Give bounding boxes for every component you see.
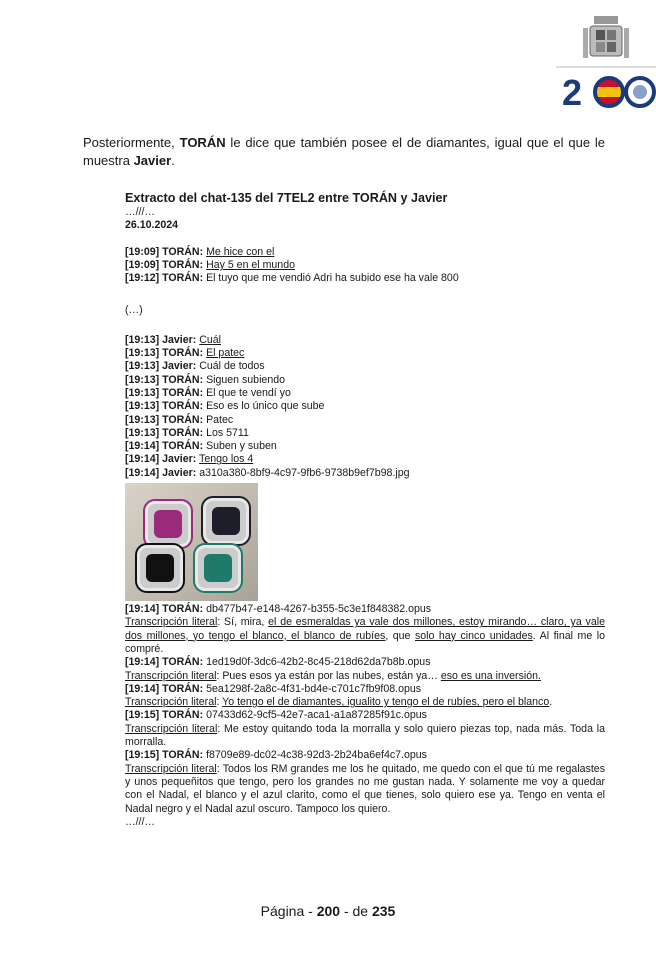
message-speaker: TORÁN: [162,440,204,453]
message-time: [19:14] [125,656,160,669]
message-speaker: TORÁN: [162,245,204,258]
message-speaker: TORÁN: [162,426,204,439]
message-speaker: TORÁN: [162,373,204,386]
message-time: [19:13] [125,413,160,426]
message-text: a310a380-8bf9-4c97-9fb6-9738b9ef7b98.jpg [199,466,410,479]
watch [145,501,191,547]
extract-date: 26.10.2024 [125,219,179,232]
message-time: [19:15] [125,749,160,762]
audio-filename: 07433d62-9cf5-42e7-aca1-a1a87285f91c.opus [206,709,427,722]
watch [137,545,183,591]
page-footer [0,903,656,919]
highlighted-text: Hay 5 en el mundo [206,258,295,271]
highlighted-text: Yo tengo el de diamantes, igualito y tengo el de rubíes, pero el blanco [222,696,550,709]
transcription-label: Transcripción literal [125,762,217,775]
watches-photo [125,483,258,601]
chat-message [125,414,605,427]
message-time: [19:09] [125,245,160,258]
intro-text: le dice que también posee el de diamantes, igual que el que le muestra [83,135,606,168]
message-text: Suben y suben [206,440,277,453]
transcription-label: Transcripción literal [125,616,218,629]
svg-text:2: 2 [562,72,583,110]
message-text: : Pues esos ya están por las nubes, están ya… [216,669,441,682]
message-time: [19:09] [125,258,160,271]
message-time: [19:13] [125,426,160,439]
chat-message [125,360,605,373]
message-text: Los 5711 [206,426,249,439]
message-text: : Todos los RM grandes me los he quitado, me quedo con el que tú me regalastes y unos pequeñitos que tengo, pero los grandes no me gustan nada. Y solamente me voy a quedar con el Nadal, el blanco y el azul clarito, como el que tienes, solo quiero ese ya. Tengo en venta el Nadal negro y el Nadal azul oscuro. Tampoco los quiero. [125,762,605,815]
omission-marker: (…) [125,304,143,317]
audio-filename: f8709e89-dc02-4c38-92d3-2b24ba6ef4c7.opus [206,749,427,762]
message-text: : Me estoy quitando toda la morralla y solo quiero piezas top, nada más. Toda la morralla. [125,722,605,749]
message-time: [19:13] [125,347,160,360]
ellipsis-bottom: …///… [125,815,156,828]
page-total: 235 [371,903,396,919]
chat-message [125,387,605,400]
audio-message [125,656,605,669]
message-text: El que te vendí yo [206,386,291,399]
message-text: : Sí, mira, [217,616,269,629]
highlighted-text: Me hice con el [206,245,275,258]
highlighted-text: el de esmeraldas ya vale dos millones, estoy mirando… claro, ya vale dos millones, yo tengo el blanco, el blanco de rubíes [125,616,605,642]
message-text: Patec [206,413,234,426]
message-text: : [216,696,223,709]
message-text: . Al final me lo compré. [125,629,605,655]
message-time: [19:12] [125,272,160,285]
audio-message [125,709,605,722]
footer-prefix: Página - [260,903,317,919]
extract-title: Extracto del chat-135 del 7TEL2 entre TORÁN y Javier [125,191,448,205]
chat-message [125,453,605,466]
chat-message [125,347,605,360]
watch [203,498,249,544]
message-speaker: TORÁN: [162,272,204,285]
page-number: 200 [316,903,341,919]
message-time: [19:13] [125,373,160,386]
highlighted-text: Cuál [199,333,222,346]
message-speaker: TORÁN: [162,347,204,360]
chat-message [125,440,605,453]
watch [195,545,241,591]
message-block-1 [125,246,605,286]
message-time: [19:13] [125,400,160,413]
intro-name: Javier [133,153,172,168]
watch-dial [146,554,174,582]
footer-mid: - de [340,903,372,919]
intro-paragraph [83,134,605,170]
chat-message [125,334,605,347]
message-speaker: TORÁN: [162,656,204,669]
chat-message [125,374,605,387]
transcription-label: Transcripción literal [125,669,217,682]
audio-message [125,683,605,696]
highlighted-text: solo hay cinco unidades [414,629,533,642]
message-text: , que [385,629,415,642]
message-speaker: TORÁN: [162,603,204,616]
transcription-label: Transcripción literal [125,696,217,709]
message-time: [19:13] [125,360,160,373]
message-time: [19:14] [125,453,160,466]
message-speaker: Javier: [162,360,197,373]
message-text: . [549,696,553,709]
message-time: [19:13] [125,386,160,399]
message-speaker: TORÁN: [162,400,204,413]
watch-dial [154,510,182,538]
watch-dial [212,507,240,535]
message-speaker: TORÁN: [162,258,204,271]
message-time: [19:13] [125,333,160,346]
chat-extract [125,190,605,829]
chat-message [125,400,605,413]
intro-text: . [171,153,175,168]
message-speaker: Javier: [162,453,197,466]
audio-message [125,749,605,762]
message-time: [19:14] [125,603,160,616]
message-text: Cuál de todos [199,360,265,373]
message-time: [19:14] [125,466,160,479]
highlighted-text: eso es una inversión. [440,669,541,682]
chat-message [125,467,605,480]
message-time: [19:14] [125,682,160,695]
transcription [125,723,605,750]
message-speaker: TORÁN: [162,682,204,695]
highlighted-text: Tengo los 4 [199,453,254,466]
transcription [125,616,605,656]
audio-filename: 1ed19d0f-3dc6-42b2-8c45-218d62da7b8b.opus [206,656,431,669]
message-time: [19:14] [125,440,160,453]
message-text: Siguen subiendo [206,373,285,386]
transcription [125,670,605,683]
government-logo [556,10,656,110]
audio-filename: db477b47-e148-4267-b355-5c3e1f848382.opus [206,603,432,616]
message-block-3 [125,603,605,816]
chat-message [125,259,605,272]
intro-name: TORÁN [179,135,226,150]
ellipsis-top: …///… [125,206,156,218]
audio-filename: 5ea1298f-2a8c-4f31-bd4e-c701c7fb9f08.opus [206,682,422,695]
watch-dial [204,554,232,582]
audio-message [125,603,605,616]
chat-message [125,246,605,259]
message-speaker: Javier: [162,466,197,479]
chat-message [125,427,605,440]
coat-of-arms-icon [556,10,656,110]
transcription [125,763,605,816]
message-speaker: TORÁN: [162,709,204,722]
message-text: El tuyo que me vendió Adri ha subido ese ha vale 800 [206,272,459,285]
message-speaker: Javier: [162,333,197,346]
chat-message [125,272,605,285]
intro-text: Posteriormente, [83,135,180,150]
message-time: [19:15] [125,709,160,722]
message-block-2 [125,334,605,480]
highlighted-text: El patec [206,347,245,360]
transcription [125,696,605,709]
message-speaker: TORÁN: [162,749,204,762]
transcription-label: Transcripción literal [125,722,218,735]
message-speaker: TORÁN: [162,413,204,426]
message-speaker: TORÁN: [162,386,204,399]
message-text: Eso es lo único que sube [206,400,325,413]
